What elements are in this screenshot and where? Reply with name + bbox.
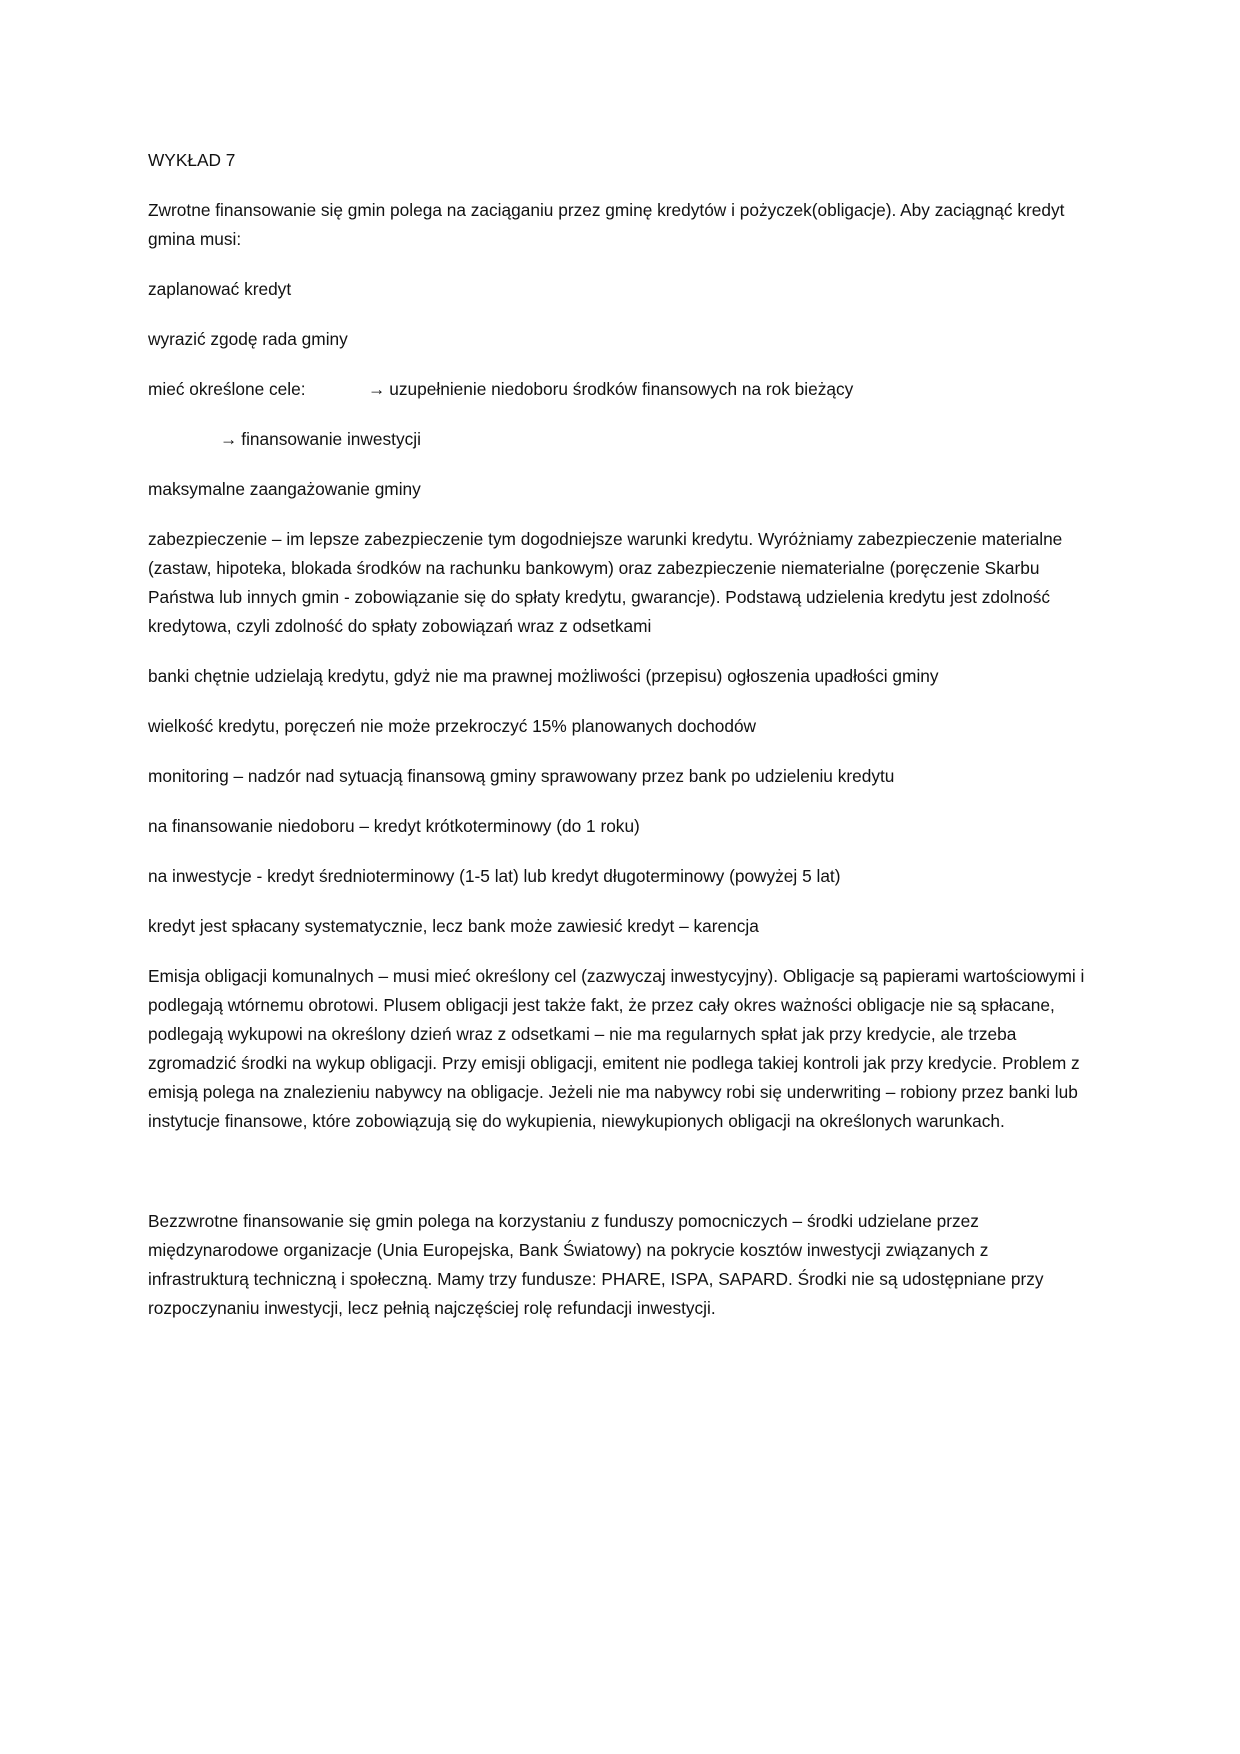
lecture-title: WYKŁAD 7 (148, 150, 236, 170)
arrow-right-icon: → (220, 429, 238, 449)
spacer (148, 1157, 1093, 1207)
bonds-paragraph: Emisja obligacji komunalnych – musi mieć określony cel (zazwyczaj inwestycyjny). Obligacje są papierami wartościowymi i podlegają wtórnemu obrotowi. Plusem obligacji jest także fakt, że przez cały okres ważności obligacje nie są spłacane, podlegają wykupowi na określony dzień wraz z odsetkami – nie ma regularnych spłat jak przy kredycie, ale trzeba zgromadzić środki na wykup obligacji. Przy emisji obligacji, emitent nie podlega takiej kontroli jak przy kredycie. Problem z emisją polega na znalezieniu nabywcy na obligacje. Jeżeli nie ma nabywcy robi się underwriting – robiony przez banki lub instytucje finansowe, które zobowiązują się do wykupienia, niewykupionych obligacji na określonych warunkach. (148, 966, 1085, 1131)
arrow-right-icon: → (368, 379, 386, 399)
goal-2 (148, 425, 1093, 454)
goal-2-text: finansowanie inwestycji (241, 429, 421, 449)
intro-paragraph: Zwrotne finansowanie się gmin polega na zaciąganiu przez gminę kredytów i pożyczek(obligacje). Aby zaciągnąć kredyt gmina musi: (148, 200, 1065, 249)
item-repayment: kredyt jest spłacany systematycznie, lecz bank może zawiesić kredyt – karencja (148, 916, 759, 936)
item-security: zabezpieczenie – im lepsze zabezpieczenie tym dogodniejsze warunki kredytu. Wyróżniamy zabezpieczenie materialne (zastaw, hipoteka, blokada środków na rachunku bankowym) oraz zabezpieczenie niematerialne (poręczenie Skarbu Państwa lub innych gmin - zobowiązanie się do spłaty kredytu, gwarancje). Podstawą udzielenia kredytu jest zdolność kredytowa, czyli zdolność do spłaty zobowiązań wraz z odsetkami (148, 529, 1063, 636)
item-investments: na inwestycje - kredyt średnioterminowy (1-5 lat) lub kredyt długoterminowy (powyżej 5 lat) (148, 866, 841, 886)
document-page (148, 146, 1093, 1344)
goal-1 (368, 375, 853, 404)
item-consent: wyrazić zgodę rada gminy (148, 329, 348, 349)
grants-paragraph: Bezzwrotne finansowanie się gmin polega na korzystaniu z funduszy pomocniczych – środki udzielane przez międzynarodowe organizacje (Unia Europejska, Bank Światowy) na pokrycie kosztów inwestycji związanych z infrastrukturą techniczną i społeczną. Mamy trzy fundusze: PHARE, ISPA, SAPARD. Środki nie są udostępniane przy rozpoczynaniu inwestycji, lecz pełnią najczęściej rolę refundacji inwestycji. (148, 1211, 1044, 1318)
item-monitoring: monitoring – nadzór nad sytuacją finansową gminy sprawowany przez bank po udzieleniu kredytu (148, 766, 895, 786)
item-banks: banki chętnie udzielają kredytu, gdyż nie ma prawnej możliwości (przepisu) ogłoszenia upadłości gminy (148, 666, 939, 686)
item-plan: zaplanować kredyt (148, 279, 292, 299)
goals-label: mieć określone cele: (148, 379, 306, 399)
item-max-engagement: maksymalne zaangażowanie gminy (148, 479, 421, 499)
item-size: wielkość kredytu, poręczeń nie może przekroczyć 15% planowanych dochodów (148, 716, 757, 736)
item-goals (148, 375, 1093, 404)
item-short-term: na finansowanie niedoboru – kredyt krótkoterminowy (do 1 roku) (148, 816, 640, 836)
goal-1-text: uzupełnienie niedoboru środków finansowych na rok bieżący (389, 379, 854, 399)
